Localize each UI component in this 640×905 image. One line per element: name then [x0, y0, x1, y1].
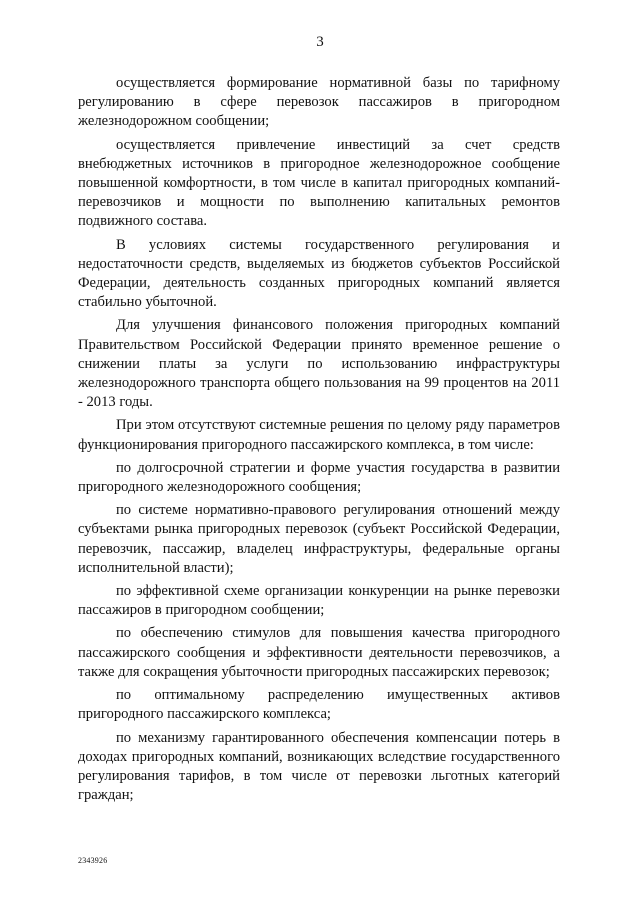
paragraph-9: по обеспечению стимулов для повышения качества пригородного пассажирского сообщения и эффективности деятельности перевозчиков, а также для сокращения убыточности пригородных пассажирских перевозок; — [78, 625, 560, 680]
paragraph-6: по долгосрочной стратегии и форме участия государства в развитии пригородного железнодорожного сообщения; — [78, 459, 560, 496]
paragraph-10: по оптимальному распределению имущественных активов пригородного пассажирского комплекса; — [78, 687, 560, 723]
paragraph-1: осуществляется формирование нормативной базы по тарифному регулированию в сфере перевозок пассажиров в пригородном железнодорожном сообщении; — [78, 75, 560, 130]
paragraph-11: по механизму гарантированного обеспечения компенсации потерь в доходах пригородных компаний, возникающих вследствие государственного регулирования тарифов, в том числе от перевозки льготных категорий граждан; — [78, 729, 560, 804]
document-id: 2343926 — [78, 856, 108, 865]
page-number: 3 — [316, 34, 324, 50]
paragraph-2: осуществляется привлечение инвестиций за счет средств внебюджетных источников в пригородное железнодорожное сообщение повышенной комфортности, в том числе в капитал пригородных компаний-перевозчиков и мощности по выполнению капитальных ремонтов подвижного состава. — [78, 136, 560, 230]
paragraph-4: Для улучшения финансового положения пригородных компаний Правительством Российской Федерации принято временное решение о снижении платы за услуги по использованию инфраструктуры железнодорожного транспорта общего пользования на 99 процентов на 2011 - 2013 годы. — [78, 317, 560, 411]
paragraph-8: по эффективной схеме организации конкуренции на рынке перевозки пассажиров в пригородном сообщении; — [78, 583, 560, 619]
paragraph-7: по системе нормативно-правового регулирования отношений между субъектами рынка пригородных перевозок (субъект Российской Федерации, перевозчик, пассажир, владелец инфраструктуры, федеральные органы исполнительной власти); — [78, 502, 560, 576]
paragraph-3: В условиях системы государственного регулирования и недостаточности средств, выделяемых из бюджетов субъектов Российской Федерации, деятельность созданных пригородных компаний является стабильно убыточной. — [78, 236, 560, 311]
body-text — [78, 74, 560, 809]
paragraph-5: При этом отсутствуют системные решения по целому ряду параметров функционирования пригородного пассажирского комплекса, в том числе: — [78, 417, 560, 453]
